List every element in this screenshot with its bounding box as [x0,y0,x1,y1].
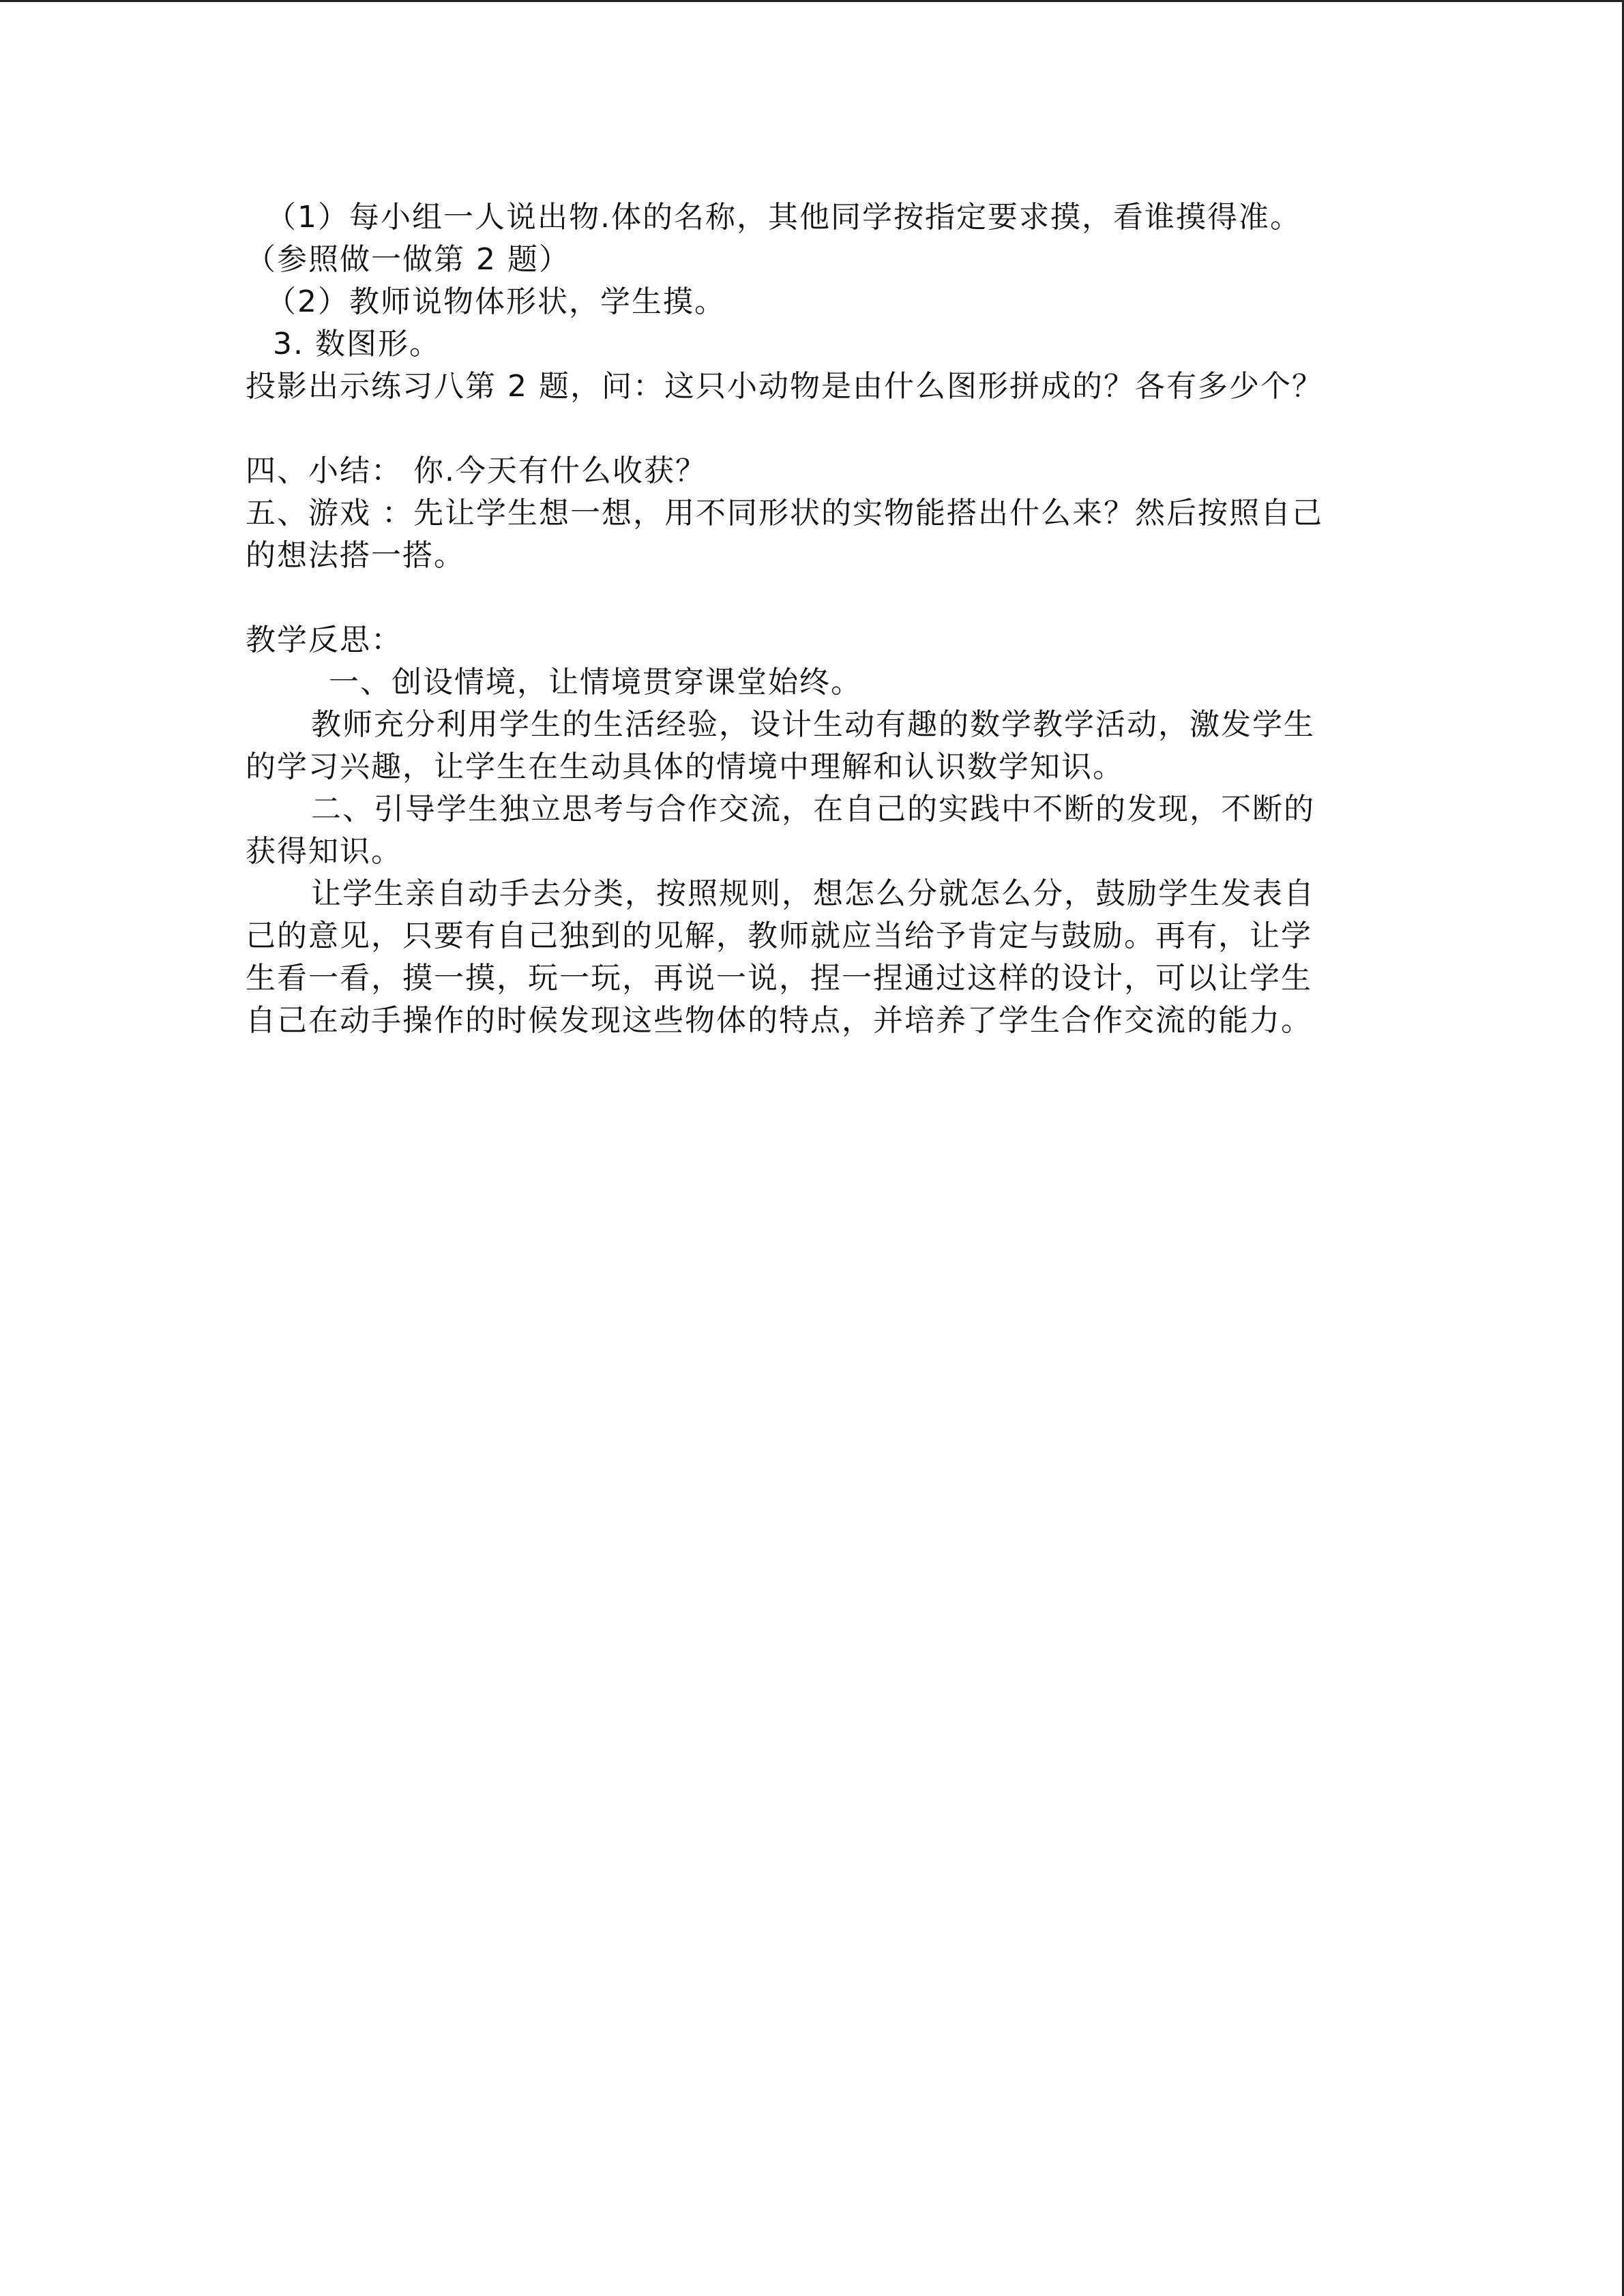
activity-item-1-note: （参照做一做第 2 题） [246,242,570,277]
reflection-para-1-line-2: 的学习兴趣，让学生在生动具体的情境中理解和认识数学知识。 [246,749,1124,784]
spacer [246,408,1391,450]
reflection-para-2-line-3: 生看一看，摸一摸，玩一玩，再说一说，捏一捏通过这样的设计，可以让学生 [246,961,1312,996]
spacer [246,577,1391,619]
reflection-heading-2-line-2: 获得知识。 [246,834,402,869]
activity-item-3-text: 投影出示练习八第 2 题，问：这只小动物是由什么图形拼成的？各有多少个？ [246,369,1323,404]
page-top-border [0,0,1624,2]
reflection-para-2-line-4: 自己在动手操作的时候发现这些物体的特点，并培养了学生合作交流的能力。 [246,1003,1312,1038]
reflection-para-2-line-1: 让学生亲自动手去分类，按照规则，想怎么分就怎么分，鼓励学生发表自 [311,876,1315,911]
reflection-title: 教学反思： [246,623,402,657]
reflection-heading-1: 一、创设情境，让情境贯穿课堂始终。 [329,665,862,700]
game-line-2: 的想法搭一搭。 [246,538,465,573]
reflection-heading-2-line-1: 二、引导学生独立思考与合作交流，在自己的实践中不断的发现，不断的 [311,792,1315,826]
activity-item-3: 3. 数图形。 [273,327,441,361]
document-body [246,196,1391,1042]
game-line-1: 五、游戏 ：先让学生想一想，用不同形状的实物能搭出什么来？然后按照自己 [246,496,1323,531]
summary-line: 四、小结： 你.今天有什么收获？ [246,453,707,488]
activity-item-2: （2）教师说物体形状，学生摸。 [266,284,726,319]
reflection-para-1-line-1: 教师充分利用学生的生活经验，设计生动有趣的数学教学活动，激发学生 [311,707,1315,742]
activity-item-1: （1）每小组一人说出物.体的名称，其他同学按指定要求摸，看谁摸得准。 [266,200,1301,235]
reflection-para-2-line-2: 己的意见，只要有自己独到的见解，教师就应当给予肯定与鼓励。再有，让学 [246,919,1312,953]
